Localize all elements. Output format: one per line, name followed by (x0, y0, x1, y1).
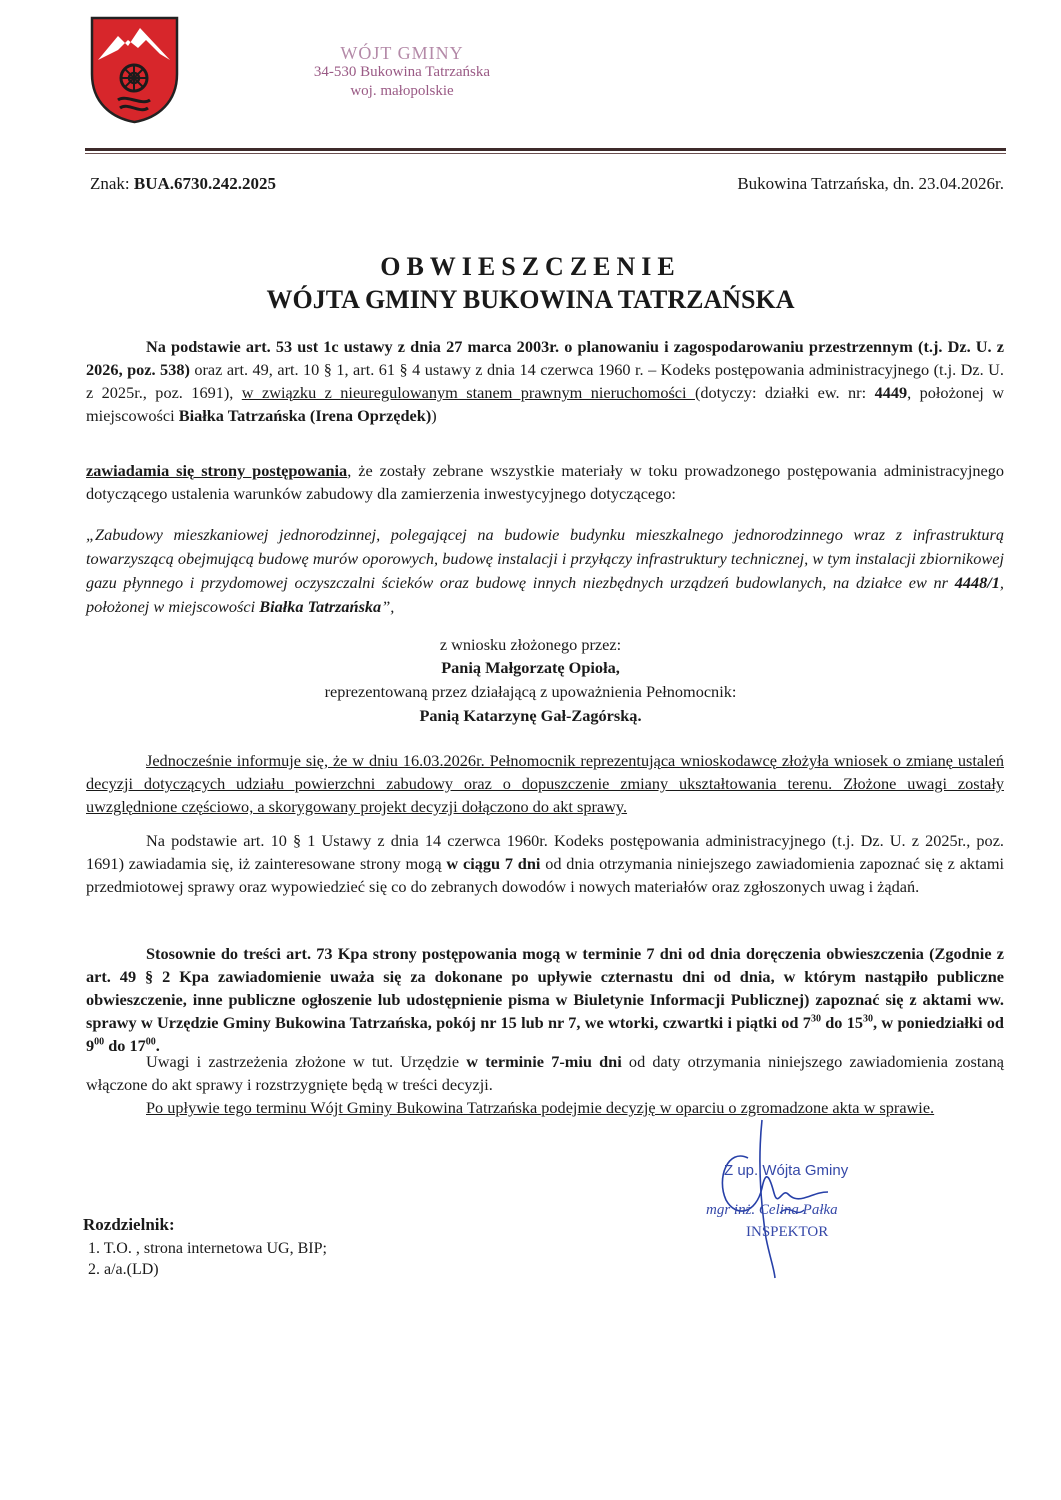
representative-name-text: Panią Katarzynę Gał-Zagórską. (419, 706, 642, 725)
location-name: Białka Tatrzańska (Irena Oprzędek) (178, 406, 432, 425)
closing-paren: ) (431, 406, 437, 425)
applicant-intro: z wniosku złożonego przez: (439, 635, 622, 654)
remarks-text-2: od daty otrzymania niniejszego zawiadomienia zostaną włączone do akt sprawy i rozstrzygnięte będą w treści decyzji. (86, 1052, 1005, 1094)
header-rule (85, 148, 1006, 151)
time-to-2: do 17 (104, 1036, 146, 1055)
time-sup-3: 00 (94, 1036, 105, 1048)
stamp-line-2: 34-530 Bukowina Tatrzańska (313, 64, 491, 80)
place-date: Bukowina Tatrzańska, dn. 23.04.2026r. (737, 174, 1004, 193)
notification-paragraph (86, 459, 1004, 505)
notification-bold: zawiadamia się strony postępowania (86, 461, 348, 480)
representative-name (0, 704, 1061, 727)
remarks-paragraph (86, 1050, 1004, 1096)
time-from-2: , w poniedziałki od 9 (86, 1013, 1004, 1055)
decision-paragraph: Po upływie tego terminu Wójt Gminy Bukowina Tatrzańska podejmie decyzję w oparciu o zgromadzone akta w sprawie. (146, 1098, 935, 1117)
time-to-1: do 15 (820, 1013, 864, 1032)
legal-basis-paragraph (86, 335, 1004, 427)
applicant-name-text: Panią Małgorzatę Opioła, (441, 658, 620, 677)
legal-basis-text: oraz art. 49, art. 10 § 1, art. 61 § 4 ustawy z dnia 14 czerwca 1960 r. – Kodeks postępowania administracyjnego (t.j. Dz. U. z 2025r., poz. 1691), (86, 360, 1004, 402)
investment-closing: ”, (381, 597, 395, 616)
investment-location-intro: , położonej w miejscowości (86, 573, 1004, 616)
remarks-text-1: Uwagi i zastrzeżenia złożone w tut. Urzędzie (146, 1052, 467, 1071)
applicant-name (0, 656, 1061, 679)
document-title: OBWIESZCZENIE (380, 252, 681, 281)
distribution-item: 2. a/a.(LD) (88, 1261, 159, 1278)
stamp-line-3: woj. małopolskie (350, 83, 454, 99)
time-sup-2: 30 (863, 1013, 874, 1025)
investment-text: „Zabudowy mieszkaniowej jednorodzinnej, polegającej na budowie budynku mieszkalnego jednorodzinnego wraz z infrastrukturą towarzyszącą obejmującą budowę murów oporowych, budowę instalacji i przyłączy infrastruktury technicznej, w tym instalacji zbiornikowej gazu płynnego i przydomowej oczyszczalni ścieków oraz budowę innych niezbędnych urządzeń budowlanych, na działce ew nr (86, 525, 1004, 592)
distribution-title: Rozdzielnik: (83, 1215, 175, 1234)
office-hours-text: Stosownie do treści art. 73 Kpa strony postępowania mogą w terminie 7 dni od dnia doręczenia obwieszczenia (Zgodnie z art. 49 § 2 Kpa zawiadomienie uważa się za dokonane po upływie czternastu dni od dnia, w którym nastąpiło publiczne obwieszczenie, inne publiczne ogłoszenie lub udostępnienie pisma w Biuletynie Informacji Publicznej) zapoznać się z aktami ww. sprawy w Urzędzie Gminy Bukowina Tatrzańska, pokój nr 15 lub nr 7, we wtorki, czwartki i piątki od 7 (86, 944, 1004, 1032)
office-hours-paragraph (86, 942, 1004, 1057)
header-rule-thin (85, 153, 1006, 154)
investment-location: Białka Tatrzańska (259, 597, 382, 616)
legal-basis-bold: Na podstawie art. 53 ust 1c ustawy z dnia 27 marca 2003r. o planowaniu i zagospodarowaniu przestrzennym (t.j. Dz. U. z 2026, poz. 538) (86, 337, 1004, 379)
distribution-item: 1. T.O. , strona internetowa UG, BIP; (88, 1240, 327, 1257)
parcel-intro: (dotyczy: działki ew. nr: (694, 383, 875, 402)
ref-value: BUA.6730.242.2025 (133, 174, 277, 193)
signature-scribble (700, 1118, 900, 1283)
signature-line-2: mgr inż. Celina Pałka (706, 1202, 838, 1218)
document-subtitle: WÓJTA GMINY BUKOWINA TATRZAŃSKA (266, 285, 795, 314)
signature-line-3: INSPEKTOR (746, 1224, 829, 1240)
legal-basis-underlined: w związku z nieuregulowanym stanem prawnym nieruchomości (241, 383, 695, 402)
inspection-deadline: w ciągu 7 dni (446, 854, 541, 873)
reference-number (90, 174, 276, 194)
ref-label: Znak: (90, 174, 130, 193)
stamp-line-1: WÓJT GMINY (340, 43, 464, 63)
office-hours-end: . (155, 1036, 160, 1055)
coat-of-arms-logo (88, 14, 181, 124)
location-intro: , położonej w miejscowości (86, 383, 1005, 425)
parcel-number: 4449 (874, 383, 908, 402)
remarks-deadline: w terminie 7-miu dni (466, 1052, 622, 1071)
amendment-paragraph: Jednocześnie informuje się, że w dniu 16.03.2026r. Pełnomocnik reprezentująca wnioskodawcę złożyła wniosek o zmianę ustaleń decyzji dotyczących udziału powierzchni zabudowy oraz o dopuszczenie zmiany ukształtowania terenu. Złożone uwagi zostały uwzględnione częściowo, a skorygowany projekt decyzji dołączono do akt sprawy. (86, 751, 1004, 816)
signature-line-1: Z up. Wójta Gminy (724, 1162, 849, 1179)
time-sup-4: 00 (145, 1036, 156, 1048)
notification-text: , że zostały zebrane wszystkie materiały w toku prowadzonego postępowania administracyjnego dotyczącego ustalenia warunków zabudowy dla zamierzenia inwestycyjnego dotyczącego: (86, 461, 1004, 503)
investment-parcel: 4448/1 (954, 573, 1000, 592)
office-stamp (302, 44, 502, 101)
representative-intro: reprezentowaną przez działającą z upoważnienia Pełnomocnik: (324, 682, 737, 701)
investment-description (86, 523, 1004, 619)
inspection-paragraph (86, 829, 1004, 898)
inspection-text-2: od dnia otrzymania niniejszego zawiadomienia zapoznać się z aktami przedmiotowej sprawy oraz wypowiedzieć się co do zebranych dowodów i nowych materiałów oraz zgłoszonych uwag i żądań. (86, 854, 1005, 896)
inspection-text-1: Na podstawie art. 10 § 1 Ustawy z dnia 14 czerwca 1960r. Kodeks postępowania administracyjnego (t.j. Dz. U. z 2025r., poz. 1691) zawiadamia się, iż zainteresowane strony mogą (86, 831, 1004, 873)
time-sup-1: 30 (810, 1013, 821, 1025)
distribution-list (88, 1238, 327, 1280)
signature-stamp (700, 1118, 900, 1283)
